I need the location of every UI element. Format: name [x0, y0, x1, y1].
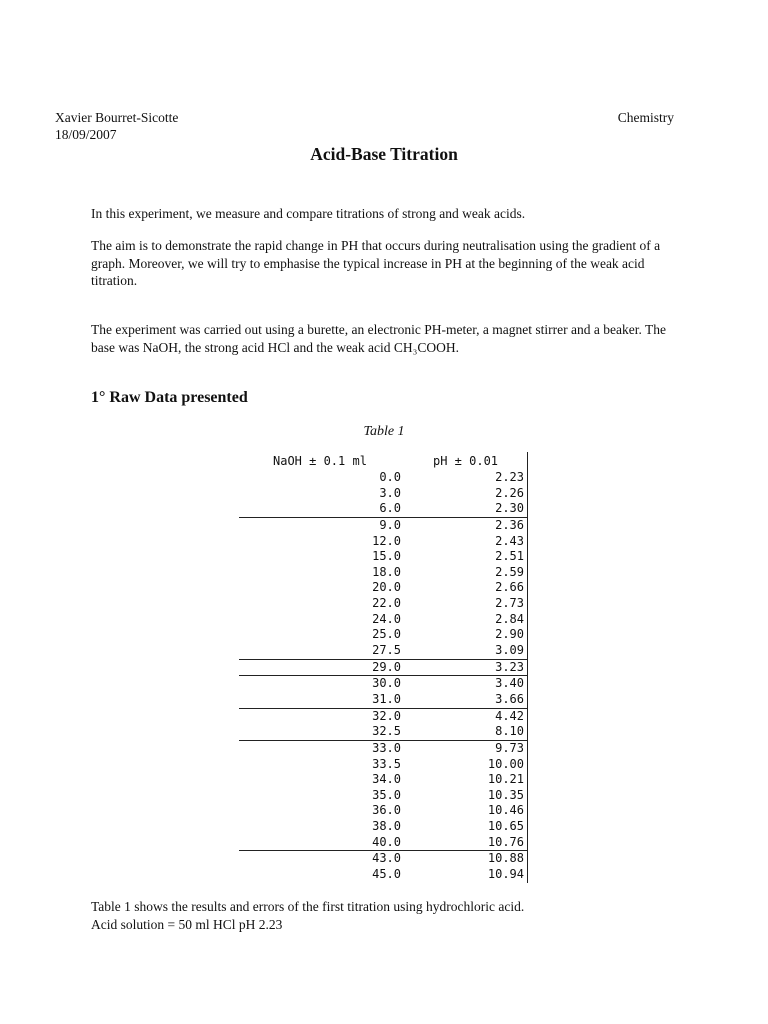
naoh-cell: 35.0	[372, 787, 401, 802]
ph-cell: 8.10	[495, 724, 524, 739]
table-row	[239, 580, 527, 596]
table-row	[239, 740, 527, 757]
ph-cell: 10.76	[487, 834, 524, 849]
section-heading: 1° Raw Data presented	[91, 389, 248, 406]
table-row	[239, 612, 527, 628]
naoh-cell: 3.0	[379, 485, 401, 500]
table-row	[239, 724, 527, 740]
table-row	[239, 501, 527, 517]
table-row	[239, 788, 527, 804]
ph-cell: 10.94	[487, 867, 524, 882]
ph-cell: 2.84	[495, 611, 524, 626]
ph-cell: 2.26	[495, 485, 524, 500]
document-date: 18/09/2007	[55, 127, 117, 142]
naoh-cell: 40.0	[372, 834, 401, 849]
ph-cell: 2.43	[495, 533, 524, 548]
table-row	[239, 659, 527, 676]
table-row	[239, 867, 527, 883]
table-row	[239, 772, 527, 788]
naoh-cell: 33.5	[372, 756, 401, 771]
naoh-cell: 12.0	[372, 533, 401, 548]
naoh-cell: 22.0	[372, 596, 401, 611]
ph-cell: 10.88	[487, 851, 524, 866]
table-row	[239, 835, 527, 851]
table-row	[239, 486, 527, 502]
table-row	[239, 675, 527, 692]
ph-cell: 10.21	[487, 772, 524, 787]
naoh-cell: 25.0	[372, 627, 401, 642]
acid-solution-note: Acid solution = 50 ml HCl pH 2.23	[91, 917, 283, 932]
ph-cell: 2.59	[495, 564, 524, 579]
table-row	[239, 596, 527, 612]
naoh-cell: 15.0	[372, 549, 401, 564]
data-table	[239, 452, 528, 883]
ph-cell: 10.46	[487, 803, 524, 818]
table-header-row	[239, 452, 527, 470]
ph-cell: 2.23	[495, 470, 524, 484]
ph-cell: 2.30	[495, 501, 524, 516]
naoh-cell: 33.0	[372, 740, 401, 755]
naoh-cell: 30.0	[372, 676, 401, 691]
table-row	[239, 627, 527, 643]
ph-cell: 2.73	[495, 596, 524, 611]
naoh-cell: 36.0	[372, 803, 401, 818]
naoh-cell: 31.0	[372, 691, 401, 706]
ph-cell: 3.09	[495, 643, 524, 658]
table-row	[239, 470, 527, 486]
naoh-cell: 27.5	[372, 643, 401, 658]
author-name: Xavier Bourret-Sicotte	[55, 110, 179, 125]
naoh-cell: 32.0	[372, 708, 401, 723]
document-title: Acid-Base Titration	[310, 144, 458, 164]
method-paragraph: The experiment was carried out using a burette, an electronic PH-meter, a magnet stirrer and a beaker. The base was NaOH, the strong acid HCl and the weak acid CH₃COOH.	[91, 322, 666, 355]
ph-cell: 2.66	[495, 580, 524, 595]
table-row	[239, 643, 527, 659]
naoh-cell: 38.0	[372, 819, 401, 834]
ph-cell: 9.73	[495, 740, 524, 755]
ph-cell: 4.42	[495, 708, 524, 723]
table-row	[239, 803, 527, 819]
header-ph: pH ± 0.01	[433, 454, 499, 468]
ph-cell: 2.51	[495, 549, 524, 564]
table-row	[239, 708, 527, 725]
ph-cell: 10.35	[487, 787, 524, 802]
ph-cell: 3.23	[495, 659, 524, 674]
table-row	[239, 534, 527, 550]
naoh-cell: 34.0	[372, 772, 401, 787]
ph-cell: 3.66	[495, 691, 524, 706]
ph-cell: 2.36	[495, 517, 524, 532]
table-row	[239, 517, 527, 534]
aim-paragraph: The aim is to demonstrate the rapid change in PH that occurs during neutralisation using the gradient of a graph. Moreover, we will try to emphasise the typical increase in PH at the beginning of the weak acid titration.	[91, 238, 661, 288]
naoh-cell: 24.0	[372, 611, 401, 626]
naoh-cell: 6.0	[379, 501, 401, 516]
naoh-cell: 20.0	[372, 580, 401, 595]
table-body	[239, 470, 527, 883]
ph-cell: 2.90	[495, 627, 524, 642]
table-row	[239, 757, 527, 773]
naoh-cell: 32.5	[372, 724, 401, 739]
table-row	[239, 819, 527, 835]
ph-cell: 3.40	[495, 676, 524, 691]
naoh-cell: 9.0	[379, 517, 401, 532]
naoh-cell: 29.0	[372, 659, 401, 674]
table-row	[239, 549, 527, 565]
naoh-cell: 0.0	[379, 470, 401, 484]
table-caption: Table 1	[363, 424, 405, 439]
header-naoh: NaOH ± 0.1 ml	[273, 454, 367, 468]
table-row	[239, 850, 527, 867]
table-row	[239, 692, 527, 708]
naoh-cell: 18.0	[372, 564, 401, 579]
ph-cell: 10.00	[487, 756, 524, 771]
naoh-cell: 43.0	[372, 851, 401, 866]
table-note: Table 1 shows the results and errors of the first titration using hydrochloric acid.	[91, 899, 525, 914]
table-row	[239, 565, 527, 581]
ph-cell: 10.65	[487, 819, 524, 834]
intro-paragraph: In this experiment, we measure and compare titrations of strong and weak acids.	[91, 206, 526, 221]
naoh-cell: 45.0	[372, 867, 401, 882]
subject-label: Chemistry	[617, 110, 674, 125]
